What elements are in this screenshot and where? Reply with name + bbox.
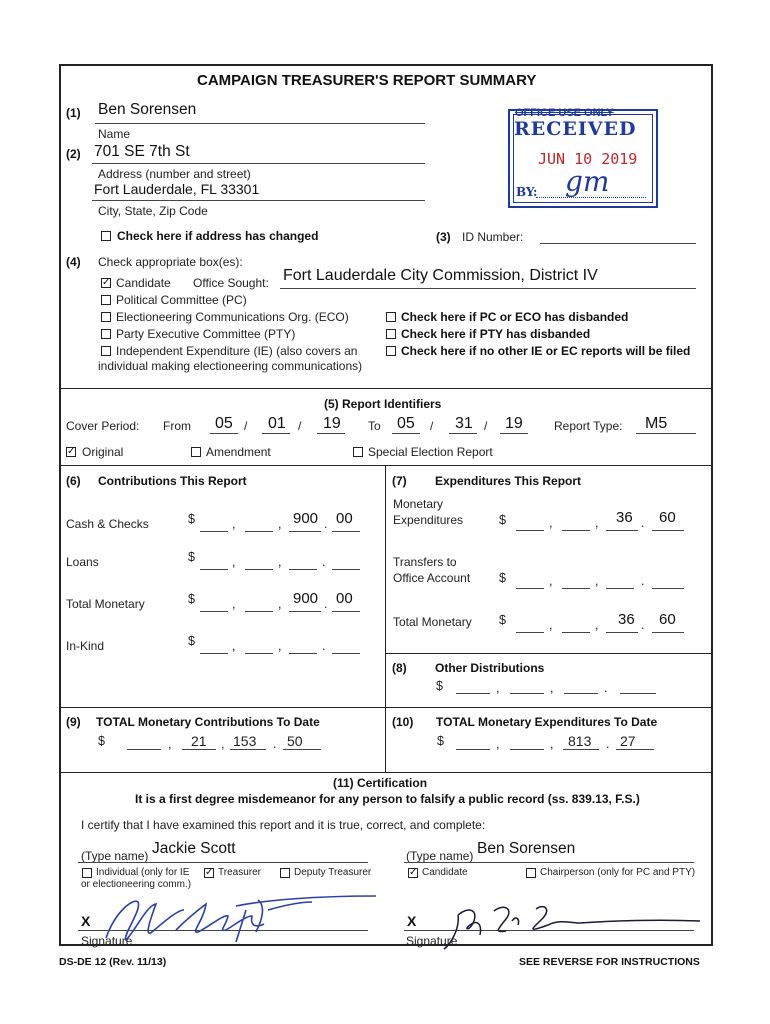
from-year[interactable]: 19 — [323, 415, 341, 432]
deputy-treasurer-label: Deputy Treasurer — [294, 867, 372, 878]
total-exp-label: Total Monetary — [393, 615, 472, 629]
to-day[interactable]: 31 — [455, 415, 473, 432]
transfers-label: Transfers to — [393, 555, 457, 569]
total-contributions-to-date-title: TOTAL Monetary Contributions To Date — [96, 715, 320, 729]
total-exp-cents-line — [652, 632, 684, 633]
loans-label: Loans — [66, 555, 99, 569]
form-number: DS-DE 12 (Rev. 11/13) — [59, 956, 167, 968]
treasurer-name-underline — [78, 862, 368, 863]
in-kind-blank-2 — [245, 653, 273, 654]
received-date: JUN 10 2019 — [538, 150, 638, 168]
contrib-to-date-comma-1: , — [168, 737, 172, 751]
individual-label: Individual (only for IE — [96, 867, 190, 878]
total-expenditures-to-date-title: TOTAL Monetary Expenditures To Date — [436, 715, 658, 729]
contrib-to-date-thousands[interactable]: 21 — [191, 733, 207, 749]
candidate-checkbox[interactable]: ✓ — [102, 277, 111, 288]
loans-blank-4 — [332, 569, 360, 570]
total-contrib-dot: . — [324, 597, 328, 611]
slash-3: / — [430, 419, 434, 433]
exp-to-date-blank-2 — [510, 749, 544, 750]
in-kind-blank-3 — [289, 653, 317, 654]
original-label: Original — [82, 445, 124, 459]
to-label: To — [368, 419, 381, 433]
monetary-exp-amount-line — [606, 530, 638, 531]
certification-title: (11) Certification — [333, 776, 428, 790]
street-underline — [92, 163, 425, 164]
candidate-cert-label: Candidate — [422, 867, 468, 878]
office-sought-value[interactable]: Fort Lauderdale City Commission, District IV — [283, 267, 598, 284]
to-year-line — [500, 433, 528, 434]
candidate-signature-label: Signature — [406, 934, 458, 948]
exp-to-date-dot: . — [606, 737, 610, 751]
from-month-line — [210, 433, 238, 434]
total-contrib-cents[interactable]: 00 — [336, 590, 353, 607]
transfers-dollar: $ — [499, 571, 506, 585]
monetary-exp-blank-1 — [516, 530, 544, 531]
received-text: RECEIVED — [514, 118, 637, 140]
monetary-exp-amount[interactable]: 36 — [616, 509, 633, 526]
treasurer-checkbox[interactable]: ✓ — [205, 867, 214, 878]
section-6-number: (6) — [66, 474, 81, 488]
from-month[interactable]: 05 — [215, 415, 233, 432]
deputy-treasurer-checkbox[interactable] — [280, 868, 290, 878]
office-sought-label: Office Sought: — [193, 276, 269, 290]
report-type-value[interactable]: M5 — [645, 415, 668, 432]
no-other-reports-checkbox[interactable] — [386, 346, 396, 356]
monetary-exp-label: Monetary — [393, 497, 444, 511]
from-year-line — [317, 433, 345, 434]
chairperson-checkbox[interactable] — [526, 868, 536, 878]
divider-section-6 — [59, 465, 713, 466]
section-7-number: (7) — [392, 474, 407, 488]
in-kind-comma-2: , — [278, 639, 282, 653]
chairperson-label: Chairperson (only for PC and PTY) — [540, 867, 696, 878]
vertical-divider — [385, 465, 386, 773]
address-changed-label: Check here if address has changed — [117, 229, 319, 243]
pty-label: Party Executive Committee (PTY) — [116, 327, 296, 341]
monetary-exp-dot: . — [641, 516, 645, 530]
cash-comma-2: , — [278, 517, 282, 531]
form-title: CAMPAIGN TREASURER'S REPORT SUMMARY — [197, 72, 537, 89]
loans-comma-2: , — [278, 555, 282, 569]
total-exp-cents[interactable]: 60 — [659, 611, 676, 628]
cash-cents[interactable]: 00 — [336, 510, 353, 527]
section-8-number: (8) — [392, 661, 407, 675]
in-kind-blank-1 — [200, 653, 228, 654]
loans-comma-1: , — [232, 555, 236, 569]
section-1-number: (1) — [66, 106, 81, 120]
candidate-cert-checkbox[interactable]: ✓ — [409, 867, 418, 878]
cash-dollar-sign: $ — [188, 512, 195, 526]
street-label: Address (number and street) — [98, 167, 251, 181]
total-exp-comma-1: , — [549, 618, 553, 632]
id-number-label: ID Number: — [462, 230, 524, 244]
total-contrib-blank-1 — [200, 611, 228, 612]
divider-section-11 — [59, 772, 713, 773]
certification-warning: It is a first degree misdemeanor for any person to falsify a public record (ss. 839.13, F.S.) — [135, 792, 640, 806]
in-kind-comma-1: , — [232, 639, 236, 653]
contrib-to-date-thousands-line — [182, 749, 216, 750]
candidate-name[interactable]: Ben Sorensen — [477, 840, 576, 857]
total-exp-dot: . — [641, 618, 645, 632]
expenditures-title: Expenditures This Report — [435, 474, 582, 488]
contrib-to-date-hundreds-line — [230, 749, 266, 750]
address-changed-checkbox[interactable] — [101, 231, 111, 241]
from-label: From — [163, 419, 191, 433]
cash-blank-2 — [245, 531, 273, 532]
section-2-number: (2) — [66, 147, 81, 161]
contrib-to-date-dot: . — [273, 737, 277, 751]
pc-disbanded-label: Check here if PC or ECO has disbanded — [401, 310, 629, 324]
total-contrib-label: Total Monetary — [66, 597, 145, 611]
total-exp-comma-2: , — [595, 618, 599, 632]
section-4-number: (4) — [66, 255, 81, 269]
city-label: City, State, Zip Code — [98, 204, 208, 218]
contrib-to-date-cents-line — [283, 749, 321, 750]
cash-amount-line — [289, 531, 321, 532]
report-type-line — [636, 433, 696, 434]
treasurer-signature-label: Signature — [81, 934, 133, 948]
total-contrib-blank-2 — [245, 611, 273, 612]
stamp-initials: gm — [565, 165, 610, 198]
exp-to-date-comma-1: , — [496, 737, 500, 751]
loans-blank-3 — [289, 569, 317, 570]
loans-dot: . — [322, 555, 326, 569]
contrib-to-date-comma-2: , — [221, 737, 225, 751]
no-other-reports-label: Check here if no other IE or EC reports will be filed — [401, 344, 691, 358]
eco-label: Electioneering Communications Org. (ECO) — [116, 310, 349, 324]
slash-4: / — [484, 419, 488, 433]
total-exp-amount[interactable]: 36 — [618, 611, 635, 628]
candidate-signature-scribble — [420, 885, 710, 955]
treasurer-signature-scribble — [86, 880, 376, 950]
transfers-dot: . — [641, 574, 645, 588]
exp-to-date-hundreds-line — [563, 749, 599, 750]
candidate-signature-x: X — [407, 913, 417, 929]
cash-amount[interactable]: 900 — [293, 510, 319, 527]
individual-label-continued: or electioneering comm.) — [81, 879, 192, 890]
name-value[interactable]: Ben Sorensen — [98, 101, 197, 118]
slash-1: / — [244, 419, 248, 433]
total-exp-blank-1 — [516, 632, 544, 633]
amendment-label: Amendment — [206, 445, 271, 459]
other-distributions-title: Other Distributions — [435, 661, 545, 675]
monetary-exp-blank-2 — [562, 530, 590, 531]
amendment-checkbox[interactable] — [191, 447, 201, 457]
cash-checks-label: Cash & Checks — [66, 517, 149, 531]
section-3-number: (3) — [436, 230, 451, 244]
monetary-exp-cents[interactable]: 60 — [659, 509, 676, 526]
divider-section-8 — [385, 653, 713, 654]
other-dist-comma-1: , — [496, 681, 500, 695]
check-boxes-label: Check appropriate box(es): — [98, 255, 243, 269]
in-kind-label: In-Kind — [66, 639, 105, 653]
exp-to-date-blank-1 — [456, 749, 490, 750]
office-sought-underline — [280, 288, 696, 289]
transfers-blank-2 — [562, 588, 590, 589]
to-year[interactable]: 19 — [505, 415, 523, 432]
exp-to-date-hundreds[interactable]: 813 — [568, 733, 592, 749]
treasurer-signature-x: X — [81, 913, 91, 929]
candidate-label: Candidate — [116, 276, 171, 290]
divider-section-5 — [59, 388, 713, 389]
total-exp-amount-line — [606, 632, 638, 633]
stamp-by-label: BY: — [516, 185, 538, 199]
city-underline — [92, 200, 425, 201]
other-dist-blank-4 — [620, 693, 656, 694]
contributions-title: Contributions This Report — [98, 474, 247, 488]
transfers-comma-1: , — [549, 574, 553, 588]
section-9-number: (9) — [66, 715, 81, 729]
treasurer-label: Treasurer — [218, 867, 261, 878]
monetary-exp-label-2: Expenditures — [393, 513, 464, 527]
other-dist-dot: . — [604, 681, 608, 695]
instructions-note: SEE REVERSE FOR INSTRUCTIONS — [519, 956, 700, 968]
cash-dot: . — [324, 517, 328, 531]
name-label: Name — [98, 127, 131, 141]
report-identifiers-title: (5) Report Identifiers — [324, 397, 442, 411]
city-value[interactable]: Fort Lauderdale, FL 33301 — [94, 181, 260, 197]
other-dist-dollar: $ — [436, 679, 443, 693]
other-dist-blank-2 — [510, 693, 544, 694]
treasurer-type-name-label: (Type name) — [81, 849, 149, 863]
cash-blank-1 — [200, 531, 228, 532]
pty-checkbox[interactable] — [101, 329, 111, 339]
contrib-to-date-hundreds[interactable]: 153 — [233, 733, 257, 749]
pc-disbanded-checkbox[interactable] — [386, 312, 396, 322]
pty-disbanded-checkbox[interactable] — [386, 329, 396, 339]
office-use-only: OFFICE USE ONLY — [515, 107, 614, 119]
ie-label-continued: individual making electioneering communications) — [98, 359, 363, 373]
loans-blank-1 — [200, 569, 228, 570]
total-contrib-comma-1: , — [232, 597, 236, 611]
transfers-label-2: Office Account — [393, 571, 471, 585]
pc-checkbox[interactable] — [101, 295, 111, 305]
other-dist-blank-3 — [564, 693, 598, 694]
cash-cents-line — [332, 531, 360, 532]
candidate-type-name-label: (Type name) — [406, 849, 474, 863]
monetary-exp-comma-1: , — [549, 516, 553, 530]
contrib-to-date-cents[interactable]: 50 — [287, 733, 303, 749]
to-day-line — [449, 433, 477, 434]
exp-to-date-cents-line — [616, 749, 654, 750]
divider-section-9 — [59, 707, 713, 708]
total-exp-dollar: $ — [499, 613, 506, 627]
treasurer-name[interactable]: Jackie Scott — [152, 840, 236, 857]
report-type-label: Report Type: — [554, 419, 623, 433]
total-exp-blank-2 — [562, 632, 590, 633]
contrib-to-date-blank-1 — [127, 749, 161, 750]
id-number-field[interactable] — [540, 243, 696, 244]
in-kind-blank-4 — [332, 653, 360, 654]
transfers-blank-3 — [606, 588, 634, 589]
street-value[interactable]: 701 SE 7th St — [94, 143, 190, 160]
monetary-exp-dollar: $ — [499, 513, 506, 527]
pty-disbanded-label: Check here if PTY has disbanded — [401, 327, 591, 341]
loans-dollar-sign: $ — [188, 550, 195, 564]
monetary-exp-comma-2: , — [595, 516, 599, 530]
total-contrib-cents-line — [332, 611, 360, 612]
name-underline — [95, 123, 425, 124]
exp-to-date-cents[interactable]: 27 — [620, 733, 636, 749]
section-10-number: (10) — [392, 715, 414, 729]
other-dist-blank-1 — [456, 693, 490, 694]
transfers-comma-2: , — [595, 574, 599, 588]
exp-to-date-comma-2: , — [550, 737, 554, 751]
in-kind-dot: . — [322, 639, 326, 653]
individual-checkbox[interactable] — [82, 868, 92, 878]
from-day-line — [262, 433, 290, 434]
candidate-name-underline — [404, 862, 694, 863]
total-contrib-dollar: $ — [188, 592, 195, 606]
contrib-to-date-dollar: $ — [98, 734, 105, 748]
ie-label: Independent Expenditure (IE) (also covers an — [116, 344, 358, 358]
to-month-line — [392, 433, 420, 434]
monetary-exp-cents-line — [652, 530, 684, 531]
in-kind-dollar: $ — [188, 634, 195, 648]
transfers-blank-1 — [516, 588, 544, 589]
certify-statement: I certify that I have examined this report and it is true, correct, and complete: — [81, 818, 486, 832]
total-contrib-amount-line — [289, 611, 321, 612]
special-election-label: Special Election Report — [368, 445, 493, 459]
ie-checkbox[interactable] — [101, 346, 111, 356]
eco-checkbox[interactable] — [101, 312, 111, 322]
from-day[interactable]: 01 — [268, 415, 286, 432]
cash-comma-1: , — [232, 517, 236, 531]
special-election-checkbox[interactable] — [353, 447, 363, 457]
slash-2: / — [298, 419, 302, 433]
transfers-blank-4 — [652, 588, 684, 589]
original-checkbox[interactable]: ✓ — [67, 446, 76, 457]
total-contrib-comma-2: , — [278, 597, 282, 611]
total-contrib-amount[interactable]: 900 — [293, 590, 319, 607]
pc-label: Political Committee (PC) — [116, 293, 247, 307]
other-dist-comma-2: , — [550, 681, 554, 695]
to-month[interactable]: 05 — [397, 415, 415, 432]
exp-to-date-dollar: $ — [437, 734, 444, 748]
loans-blank-2 — [245, 569, 273, 570]
cover-period-label: Cover Period: — [66, 419, 140, 433]
